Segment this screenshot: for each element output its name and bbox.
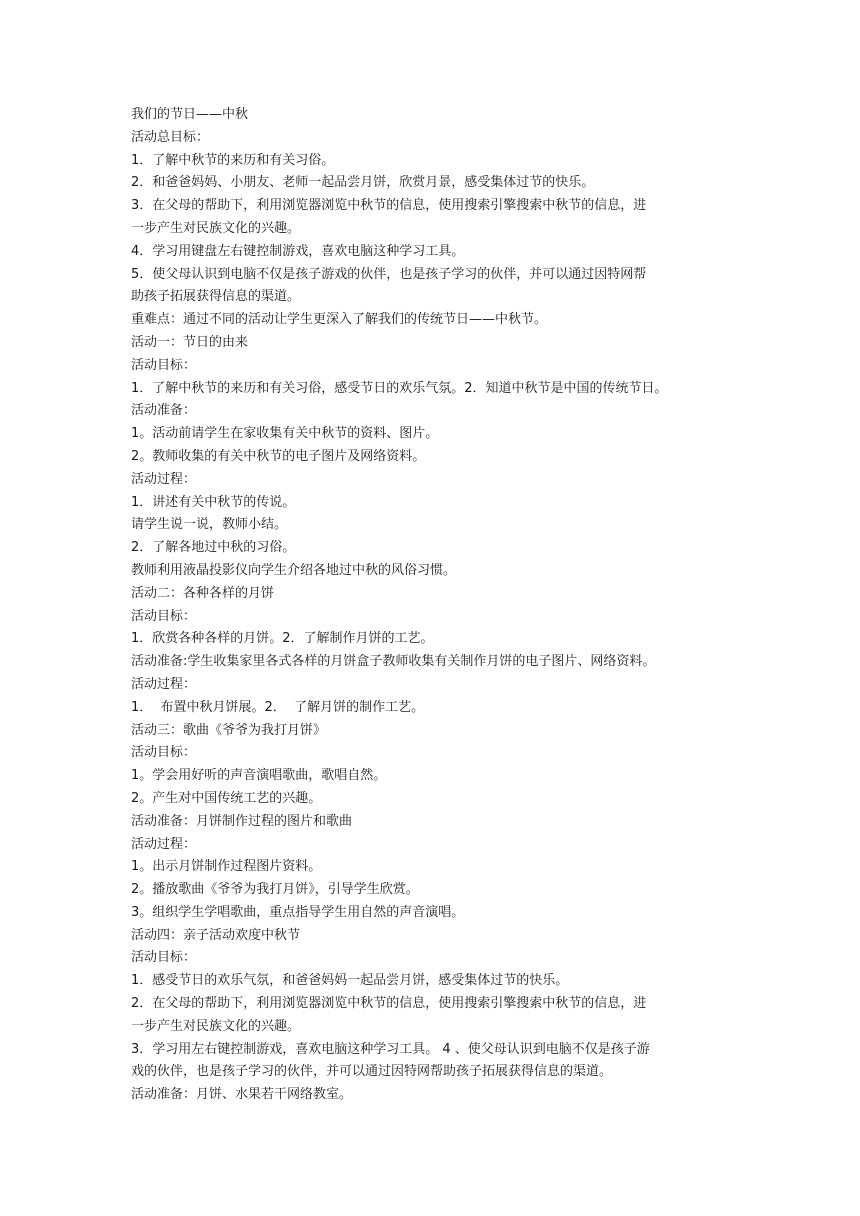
text-line: 2．了解各地过中秋的习俗。 bbox=[131, 540, 296, 556]
text-line: 请学生说一说，教师小结。 bbox=[131, 517, 288, 533]
text-line: 1． 布置中秋月饼展。2． 了解月饼的制作工艺。 bbox=[131, 699, 425, 715]
text-line: 一步产生对民族文化的兴趣。 bbox=[131, 220, 301, 236]
text-line: 1。出示月饼制作过程图片资料。 bbox=[131, 859, 322, 875]
text-line: 活动目标： bbox=[131, 357, 197, 373]
text-line: 1．了解中秋节的来历和有关习俗。 bbox=[131, 152, 335, 168]
section-heading: 活动二：各种各样的月饼 bbox=[131, 585, 275, 601]
text-line: 4．学习用键盘左右键控制游戏，喜欢电脑这种学习工具。 bbox=[131, 243, 465, 259]
text-line: 活动过程： bbox=[131, 836, 197, 852]
document-body bbox=[131, 104, 731, 1107]
text-line: 3。组织学生学唱歌曲，重点指导学生用自然的声音演唱。 bbox=[131, 904, 465, 920]
text-line: 活动准备:学生收集家里各式各样的月饼盒子教师收集有关制作月饼的电子图片、网络资料。 bbox=[131, 654, 656, 670]
text-line: 活动目标： bbox=[131, 608, 197, 624]
text-line: 1．讲述有关中秋节的传说。 bbox=[131, 494, 296, 510]
text-line: 2。播放歌曲《爷爷为我打月饼》，引导学生欣赏。 bbox=[131, 882, 419, 898]
text-line: 活动目标： bbox=[131, 745, 197, 761]
text-line: 活动过程： bbox=[131, 676, 197, 692]
text-line: 教师利用液晶投影仪向学生介绍各地过中秋的风俗习惯。 bbox=[131, 562, 457, 578]
text-line: 5．使父母认识到电脑不仅是孩子游戏的伙伴，也是孩子学习的伙伴，并可以通过因特网帮 bbox=[131, 266, 647, 282]
text-line: 助孩子拓展获得信息的渠道。 bbox=[131, 289, 301, 305]
text-line: 1．了解中秋节的来历和有关习俗，感受节日的欢乐气氛。2．知道中秋节是中国的传统节日。 bbox=[131, 380, 668, 396]
text-line: 1．欣赏各种各样的月饼。2．了解制作月饼的工艺。 bbox=[131, 631, 434, 647]
section-heading: 活动一：节日的由来 bbox=[131, 334, 249, 350]
text-line: 3．在父母的帮助下，利用浏览器浏览中秋节的信息，使用搜索引擎搜索中秋节的信息，进 bbox=[131, 198, 647, 214]
text-line: 2．在父母的帮助下，利用浏览器浏览中秋节的信息，使用搜索引擎搜索中秋节的信息，进 bbox=[131, 996, 647, 1012]
text-line: 活动准备： bbox=[131, 403, 197, 419]
text-line: 1。学会用好听的声音演唱歌曲，歌唱自然。 bbox=[131, 768, 387, 784]
text-line: 2。产生对中国传统工艺的兴趣。 bbox=[131, 790, 322, 806]
text-line: 重难点：通过不同的活动让学生更深入了解我们的传统节日——中秋节。 bbox=[131, 312, 548, 328]
document-title: 我们的节日——中秋 bbox=[131, 107, 249, 122]
text-line: 活动过程： bbox=[131, 471, 197, 487]
text-line: 1．感受节日的欢乐气氛，和爸爸妈妈一起品尝月饼，感受集体过节的快乐。 bbox=[131, 973, 569, 989]
text-line: 戏的伙伴，也是孩子学习的伙伴，并可以通过因特网帮助孩子拓展获得信息的渠道。 bbox=[131, 1064, 613, 1080]
text-line: 一步产生对民族文化的兴趣。 bbox=[131, 1018, 301, 1034]
text-line: 1。活动前请学生在家收集有关中秋节的资料、图片。 bbox=[131, 426, 439, 442]
text-line: 2。教师收集的有关中秋节的电子图片及网络资料。 bbox=[131, 448, 426, 464]
text-line: 活动准备：月饼制作过程的图片和歌曲 bbox=[131, 813, 353, 829]
section-heading: 活动四：亲子活动欢度中秋节 bbox=[131, 927, 301, 943]
text-line: 活动总目标： bbox=[131, 129, 210, 145]
section-heading: 活动三：歌曲《爷爷为我打月饼》 bbox=[131, 722, 327, 738]
text-line: 3．学习用左右键控制游戏，喜欢电脑这种学习工具。 4 、使父母认识到电脑不仅是孩子游 bbox=[131, 1041, 650, 1057]
text-line: 活动目标： bbox=[131, 950, 197, 966]
text-line: 2．和爸爸妈妈、小朋友、老师一起品尝月饼，欣赏月景，感受集体过节的快乐。 bbox=[131, 175, 595, 191]
text-line: 活动准备：月饼、水果若干网络教室。 bbox=[131, 1087, 353, 1103]
